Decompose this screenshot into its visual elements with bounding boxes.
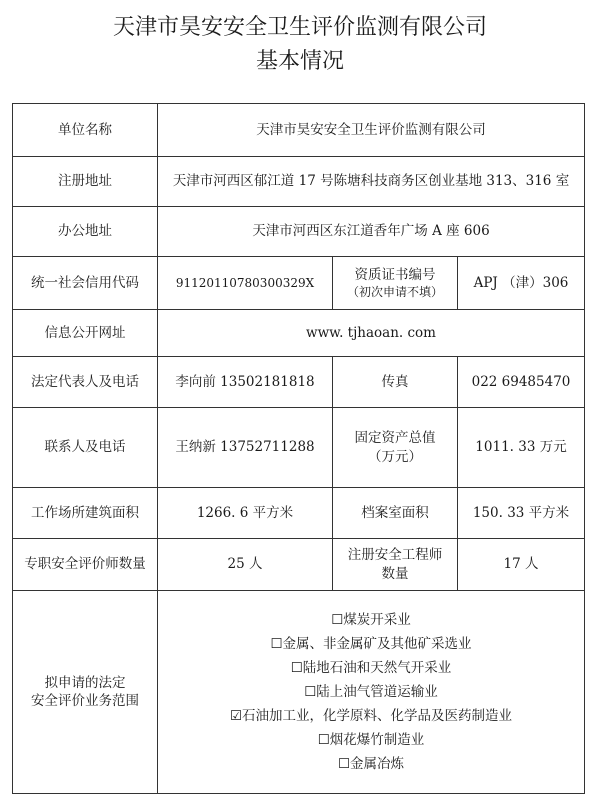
row-evaluators	[13, 539, 585, 591]
certificate-number-label-line1: 资质证书编号	[354, 266, 436, 283]
checkbox-icon[interactable]: ☐	[290, 660, 303, 676]
scope-option[interactable]	[161, 752, 581, 776]
row-registered-address	[13, 157, 585, 207]
row-legal-representative	[13, 357, 585, 408]
safety-engineers-label-line1: 注册安全工程师	[347, 547, 443, 564]
scope-option[interactable]	[161, 656, 581, 680]
fax-label: 传真	[333, 357, 458, 408]
registered-address-label: 注册地址	[13, 157, 158, 207]
safety-engineers-label-line2: 数量	[381, 565, 409, 582]
checkbox-checked-icon[interactable]: ☑	[230, 708, 243, 724]
office-address-value: 天津市河西区东江道香年广场 A 座 606	[158, 207, 585, 257]
scope-label-line1: 拟申请的法定	[44, 674, 126, 691]
fax-value: 022 69485470	[458, 357, 585, 408]
website-value: www. tjhaoan. com	[158, 310, 585, 357]
registered-address-value: 天津市河西区郁江道 17 号陈塘科技商务区创业基地 313、316 室	[158, 157, 585, 207]
scope-option-label: 金属、非金属矿及其他矿采选业	[282, 636, 472, 652]
safety-engineers-value: 17 人	[458, 539, 585, 591]
document-subtitle: 基本情况	[255, 49, 344, 74]
scope-option-label: 煤炭开采业	[343, 612, 411, 628]
scope-options	[158, 591, 585, 794]
evaluators-count-value: 25 人	[158, 539, 333, 591]
scope-option[interactable]	[161, 632, 581, 656]
checkbox-icon[interactable]: ☐	[270, 636, 283, 652]
contact-label: 联系人及电话	[13, 408, 158, 488]
checkbox-icon[interactable]: ☐	[331, 612, 344, 628]
certificate-number-value: APJ （津）306	[458, 257, 585, 310]
certificate-number-label	[333, 257, 458, 310]
contact-value: 王纳新 13752711288	[158, 408, 333, 488]
unit-name-label: 单位名称	[13, 104, 158, 157]
scope-label	[13, 591, 158, 794]
archive-area-label: 档案室面积	[333, 488, 458, 539]
legal-representative-value: 李向前 13502181818	[158, 357, 333, 408]
unit-name-value: 天津市昊安安全卫生评价监测有限公司	[158, 104, 585, 157]
fixed-assets-label	[333, 408, 458, 488]
archive-area-value: 150. 33 平方米	[458, 488, 585, 539]
safety-engineers-label	[333, 539, 458, 591]
checkbox-icon[interactable]: ☐	[304, 684, 317, 700]
scope-option[interactable]	[161, 728, 581, 752]
scope-option[interactable]	[161, 608, 581, 632]
scope-option-label: 陆上油气管道运输业	[316, 684, 438, 700]
fixed-assets-label-line1: 固定资产总值	[354, 430, 436, 447]
scope-label-line2: 安全评价业务范围	[31, 693, 139, 709]
scope-option-label: 陆地石油和天然气开采业	[302, 660, 452, 676]
building-area-value: 1266. 6 平方米	[158, 488, 333, 539]
scope-option[interactable]	[161, 680, 581, 704]
scope-option[interactable]	[161, 704, 581, 728]
row-office-address	[13, 207, 585, 257]
row-credit-code	[13, 257, 585, 310]
basic-info-table	[12, 103, 585, 794]
website-label: 信息公开网址	[13, 310, 158, 357]
checkbox-icon[interactable]: ☐	[338, 756, 351, 772]
row-contact	[13, 408, 585, 488]
legal-representative-label: 法定代表人及电话	[13, 357, 158, 408]
evaluators-count-label: 专职安全评价师数量	[13, 539, 158, 591]
certificate-number-label-line2: （初次申请不填）	[346, 285, 443, 300]
row-unit-name	[13, 104, 585, 157]
document-title: 天津市昊安安全卫生评价监测有限公司	[112, 15, 487, 40]
row-area	[13, 488, 585, 539]
row-scope	[13, 591, 585, 794]
scope-option-label: 石油加工业，化学原料、化学品及医药制造业	[242, 708, 512, 724]
building-area-label: 工作场所建筑面积	[13, 488, 158, 539]
credit-code-value: 91120110780300329X	[158, 257, 333, 310]
scope-option-label: 金属冶炼	[350, 756, 404, 772]
fixed-assets-label-line2: （万元）	[368, 448, 422, 465]
row-website	[13, 310, 585, 357]
credit-code-label: 统一社会信用代码	[13, 257, 158, 310]
office-address-label: 办公地址	[13, 207, 158, 257]
checkbox-icon[interactable]: ☐	[317, 732, 330, 748]
fixed-assets-value: 1011. 33 万元	[458, 408, 585, 488]
scope-option-label: 烟花爆竹制造业	[329, 732, 425, 748]
